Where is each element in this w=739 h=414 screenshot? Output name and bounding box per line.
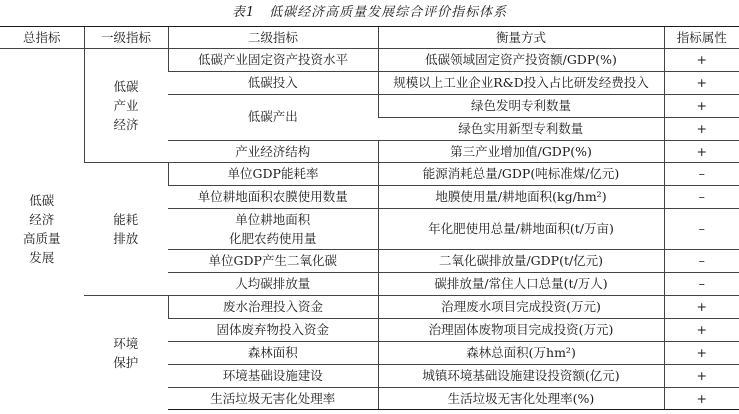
measurement-cell: 绿色实用新型专利数量 — [378, 117, 664, 140]
measurement-cell: 生活垃圾无害化处理率(%) — [378, 387, 664, 410]
second-level-indicator: 产业经济结构 — [168, 140, 378, 163]
overall-indicator-cell: 低碳 经济 高质量 发展 — [0, 49, 84, 410]
measurement-cell: 绿色发明专利数量 — [378, 94, 664, 117]
attribute-cell: – — [664, 186, 739, 209]
header-first-level-indicator: 一级指标 — [84, 27, 168, 49]
second-level-indicator: 低碳投入 — [168, 71, 378, 94]
attribute-cell: + — [664, 117, 739, 140]
first-level-low-carbon-industry: 低碳 产业 经济 — [84, 49, 168, 163]
attribute-cell: + — [664, 318, 739, 341]
attribute-cell: + — [664, 71, 739, 94]
second-level-indicator: 单位GDP能耗率 — [168, 163, 378, 186]
first-level-environment-protection: 环境 保护 — [84, 296, 168, 410]
measurement-cell: 第三产业增加值/GDP(%) — [378, 140, 664, 163]
header-overall-indicator: 总指标 — [0, 27, 84, 49]
measurement-cell: 能源消耗总量/GDP(吨标准煤/亿元) — [378, 163, 664, 186]
second-level-indicator: 固体废弃物投入资金 — [168, 318, 378, 341]
table-row — [0, 296, 739, 319]
second-level-indicator: 废水治理投入资金 — [168, 296, 378, 319]
attribute-cell: – — [664, 209, 739, 250]
measurement-cell: 地膜使用量/耕地面积(kg/hm²) — [378, 186, 664, 209]
attribute-cell: – — [664, 163, 739, 186]
attribute-cell: + — [664, 94, 739, 117]
attribute-cell: + — [664, 49, 739, 72]
measurement-cell: 二氧化碳排放量/GDP(t/亿元) — [378, 250, 664, 273]
attribute-cell: + — [664, 296, 739, 319]
attribute-cell: – — [664, 273, 739, 296]
second-level-indicator: 环境基础设施建设 — [168, 364, 378, 387]
second-level-indicator: 单位耕地面积 化肥农药使用量 — [168, 209, 378, 250]
measurement-cell: 森林总面积(万hm²) — [378, 341, 664, 364]
measurement-cell: 低碳领域固定资产投资额/GDP(%) — [378, 49, 664, 72]
evaluation-index-table — [0, 26, 739, 410]
second-level-indicator: 森林面积 — [168, 341, 378, 364]
measurement-cell: 城镇环境基础设施建设投资额(亿元) — [378, 364, 664, 387]
measurement-cell: 治理固体废物项目完成投资(万元) — [378, 318, 664, 341]
second-level-indicator: 单位GDP产生二氧化碳 — [168, 250, 378, 273]
header-measurement-method: 衡量方式 — [378, 27, 664, 49]
table-row — [0, 163, 739, 186]
attribute-cell: + — [664, 364, 739, 387]
second-level-indicator: 人均碳排放量 — [168, 273, 378, 296]
table-header-row — [0, 27, 739, 49]
measurement-cell: 规模以上工业企业R&D投入占比研发经费投入 — [378, 71, 664, 94]
attribute-cell: + — [664, 140, 739, 163]
table-title: 低碳经济高质量发展综合评价指标体系 — [269, 5, 508, 20]
second-level-indicator: 单位耕地面积农膜使用数量 — [168, 186, 378, 209]
table-number: 表1 — [231, 5, 256, 20]
second-level-indicator: 低碳产业固定资产投资水平 — [168, 49, 378, 72]
measurement-cell: 碳排放量/常住人口总量(t/万人) — [378, 273, 664, 296]
table-caption — [0, 0, 739, 26]
attribute-cell: – — [664, 250, 739, 273]
attribute-cell: + — [664, 387, 739, 410]
first-level-energy-emission: 能耗 排放 — [84, 163, 168, 296]
table-row — [0, 49, 739, 72]
header-second-level-indicator: 二级指标 — [168, 27, 378, 49]
measurement-cell: 治理废水项目完成投资(万元) — [378, 296, 664, 319]
header-indicator-attribute: 指标属性 — [664, 27, 739, 49]
attribute-cell: + — [664, 341, 739, 364]
second-level-indicator: 低碳产出 — [168, 94, 378, 140]
second-level-indicator: 生活垃圾无害化处理率 — [168, 387, 378, 410]
measurement-cell: 年化肥使用总量/耕地面积(t/万亩) — [378, 209, 664, 250]
